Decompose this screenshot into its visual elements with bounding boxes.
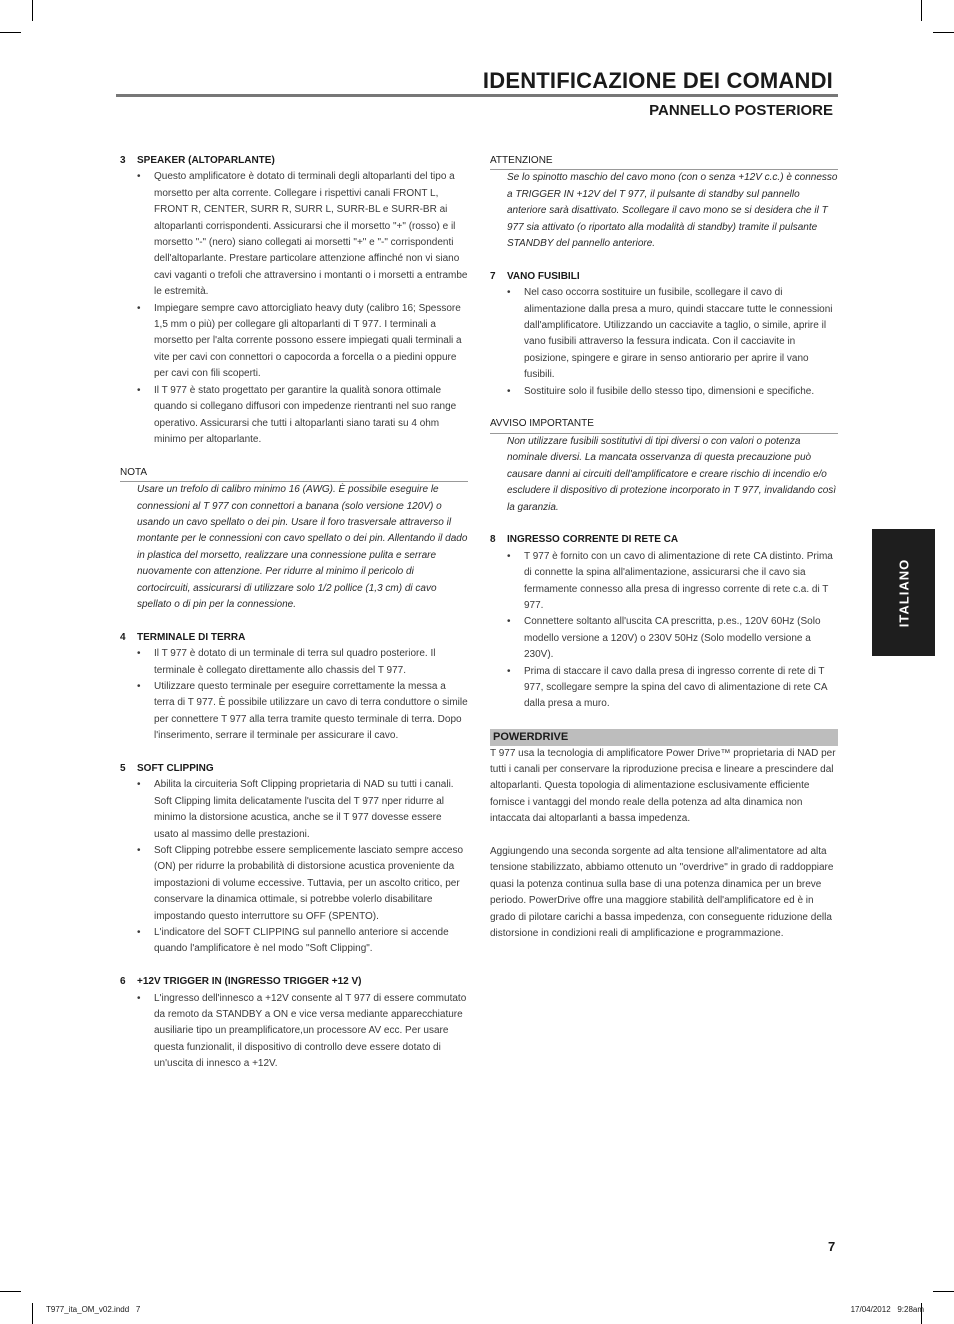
list-item: • T 977 è fornito con un cavo di alimentazione di rete CA distinto. Prima di connette la spina all'alimentazione, assicurarsi che il cavo sia fermamente connesso alla presa di ingresso corrente di rete c.a. di T 977. [524, 549, 838, 615]
powerdrive-heading: POWERDRIVE [490, 729, 838, 745]
section-heading [490, 269, 838, 285]
list-item: • Il T 977 è stato progettato per garantire la qualità sonora ottimale quando si collegano diffusori con impedenze rientranti nel suo range operativo. Assicurarsi che tutti i altoparlanti siano tarati su 4 ohm minimo per altoparlante. [154, 383, 468, 449]
list-item: • Nel caso occorra sostituire un fusibile, scollegare il cavo di alimentazione dalla presa a muro, quindi staccare tutte le connessioni dall'amplificatore. Utilizzando un cacciavite a taglio, o simile, aprire il vano fusibili attraverso la fessura indicata. Con il cacciavite in posizione, spingere e girare in senso antiorario per aprire il vano fusibili. [524, 285, 838, 383]
crop-mark [0, 32, 21, 33]
page-subtitle: PANNELLO POSTERIORE [649, 102, 833, 119]
section-title: TERMINALE DI TERRA [137, 631, 246, 643]
list-item: • L'indicatore del SOFT CLIPPING sul pannello anteriore si accende quando l'amplificatore è nel modo "Soft Clipping". [154, 925, 468, 958]
caution-text: Se lo spinotto maschio del cavo mono (con o senza +12V c.c.) è connesso a TRIGGER IN +12V del T 977, il pulsante di standby sul pannello anteriore sarà disattivato. Scollegare il cavo mono se si desidera che il T 977 sia attivato (o riportato alla modalità di standby) tramite il pulsante STANDBY del pannello anteriore. [507, 172, 838, 250]
section-number: 6 [120, 976, 126, 988]
section-number: 3 [120, 155, 126, 166]
footer-filename: T977_ita_OM_v02.indd 7 [46, 1305, 141, 1314]
section-heading [120, 153, 468, 169]
section-number: 4 [120, 631, 126, 643]
title-rule [116, 94, 838, 97]
footer-date: 17/04/2012 9:28am [850, 1305, 924, 1314]
bullet-list [120, 991, 468, 1073]
list-item: • Soft Clipping potrebbe essere semplicemente lasciato sempre acceso (ON) per ridurre la probabilità di distorsione acustica proveniente da impostazioni di volume eccessive. Tuttavia, per un ascolto critico, per conservare la dinamica ottimale, si potrebbe volerlo disabilitare impostando questo interruttore su OFF (SPENTO). [154, 843, 468, 925]
crop-mark [933, 32, 954, 33]
list-item: • Connettere soltanto all'uscita CA prescritta, p.es., 120V 60Hz (Solo modello versione a 120V) o 230V 50Hz (Solo modello versione a 230V). [524, 614, 838, 663]
section-title: SOFT CLIPPING [137, 762, 214, 774]
warning-text: Non utilizzare fusibili sostitutivi di tipi diversi o con valori o potenza nominale diversi. La mancata osservanza di questa precauzione può causare danni ai circuiti dell'amplificatore e creare rischio di incendio e/o escludere il dispositivo di protezione incorporato in T 977, invalidando così la garanzia. [507, 435, 837, 513]
section-number: 8 [490, 534, 496, 546]
section-number: 5 [120, 762, 126, 774]
crop-mark [933, 1291, 954, 1292]
section-heading [120, 630, 468, 646]
bullet-list [120, 777, 468, 957]
page-number: 7 [828, 1239, 836, 1254]
section-heading [120, 761, 468, 777]
left-column [120, 153, 468, 1073]
powerdrive-paragraph: T 977 usa la tecnologia di amplificatore Power Drive™ proprietaria di NAD per tutti i canali per conservare la riproduzione precisa e lineare a prescindere dal altoparlanti. Questa topologia di alimentazione esclusivamente efficiente fornisce i vantaggi del mondo reale della potenza ad alta dinamica non intaccata dai altoparlanti a bassa impedenza. [490, 747, 836, 825]
crop-mark [921, 0, 922, 21]
language-tab-label: ITALIANO [896, 558, 911, 627]
list-item: • Impiegare sempre cavo attorcigliato heavy duty (calibro 16; Spessore 1,5 mm o più) per collegare gli altoparlanti di T 977. I terminali a morsetto per l'alta corrente possono essere impiegati quali terminali a vite per cavi con connettori o capocorda a forcella o a piedini oppure per cavi con fili scoperti. [154, 301, 468, 383]
section-heading [120, 974, 468, 990]
crop-mark [0, 1291, 21, 1292]
section-heading [490, 532, 838, 548]
list-item: • L'ingresso dell'innesco a +12V consente al T 977 di essere commutato da remoto da STANDBY a ON e vice versa mediante apparecchiature ausiliarie tipo un preamplificatore,un processore AV ecc. Per usare questa funzionalit, il dispositivo di controllo deve essere dotato di un'uscita di innesco a +12V. [154, 991, 468, 1073]
powerdrive-paragraph: Aggiungendo una seconda sorgente ad alta tensione all'alimentatore ad alta tensione stabilizzato, abbiamo ottenuto un "overdrive" in grado di raddoppiare quasi la potenza continua sulla base di una potenza dinamica per un breve periodo. PowerDrive offre una maggiore stabilità dell'amplificatore ed è in grado di pilotare carichi a bassa impedenza, con conseguente riduzione della distorsione in condizioni reali di amplificazione e programmazione. [490, 845, 834, 940]
bullet-list [120, 646, 468, 744]
language-tab [872, 529, 935, 656]
list-item: • Questo amplificatore è dotato di terminali degli altoparlanti del tipo a morsetto per alta corrente. Collegare i rispettivi canali FRONT L, FRONT R, CENTER, SURR R, SURR L, SURR-BL e SURR-BR ai altoparlanti corrispondenti. Assicurarsi che il morsetto "+" (rosso) e il morsetto "-" (nero) siano collegati ai morsetti "+" e "-" corrispondenti dell'altoparlante. Prestare particolare attenzione affinché non vi siano cavi vaganti o trefoli che attraversino i montanti o i morsetti a entrambe le estremità. [154, 169, 468, 300]
section-title: +12V TRIGGER IN (INGRESSO TRIGGER +12 V) [137, 976, 362, 988]
section-title: VANO FUSIBILI [507, 270, 580, 282]
list-item: • Il T 977 è dotato di un terminale di terra sul quadro posteriore. Il terminale è collegato direttamente allo chassis del T 977. [154, 646, 468, 679]
section-number: 7 [490, 270, 496, 282]
page-title: IDENTIFICAZIONE DEI COMANDI [482, 68, 833, 93]
bullet-list [120, 169, 468, 448]
crop-mark [32, 1303, 33, 1324]
list-item: • Prima di staccare il cavo dalla presa di ingresso corrente di rete di T 977, scollegare sempre la spina del cavo di alimentazione di rete CA dalla presa a muro. [524, 664, 838, 713]
crop-mark [32, 0, 33, 21]
caution-heading: ATTENZIONE [490, 153, 838, 170]
list-item: • Sostituire solo il fusibile dello stesso tipo, dimensioni e specifiche. [524, 384, 838, 400]
right-column [490, 153, 838, 942]
list-item: • Abilita la circuiteria Soft Clipping proprietaria di NAD su tutti i canali. Soft Clipping limita delicatamente l'uscita del T 977 nper ridurre al minimo la distorsione acustica, anche se il T 977 dovesse essere usato al massimo delle prestazioni. [154, 777, 468, 843]
section-title: SPEAKER (ALTOPARLANTE) [137, 155, 275, 166]
warning-heading: AVVISO IMPORTANTE [490, 416, 838, 433]
note-heading: NOTA [120, 465, 468, 482]
bullet-list [490, 549, 838, 713]
note-text: Usare un trefolo di calibro minimo 16 (AWG). È possibile eseguire le connessioni al T 977 con connettori a banana (solo versione 120V) o usando un cavo spellato o dei pin. Usare il foro trasversale attraverso il montante per le connessioni con cavo spellato o dei pin. Allentando il dado in plastica del morsetto, realizzare una connessione pulita e serrare nuovamente con attenzione. Per ridurre al minimo il pericolo di cortocircuiti, assicurarsi di utilizzare solo 1/2 pollice (1,3 cm) di cavo spellato o di pin per la connessione. [137, 484, 468, 610]
list-item: • Utilizzare questo terminale per eseguire correttamente la messa a terra di T 977. È possibile utilizzare un cavo di terra conduttore o simile per connettere T 977 alla terra tramite questo terminale di terra. Dopo l'inserimento, serrare il terminale per assicurare il cavo. [154, 679, 468, 745]
bullet-list [490, 285, 838, 400]
section-title: INGRESSO CORRENTE DI RETE CA [507, 534, 679, 546]
